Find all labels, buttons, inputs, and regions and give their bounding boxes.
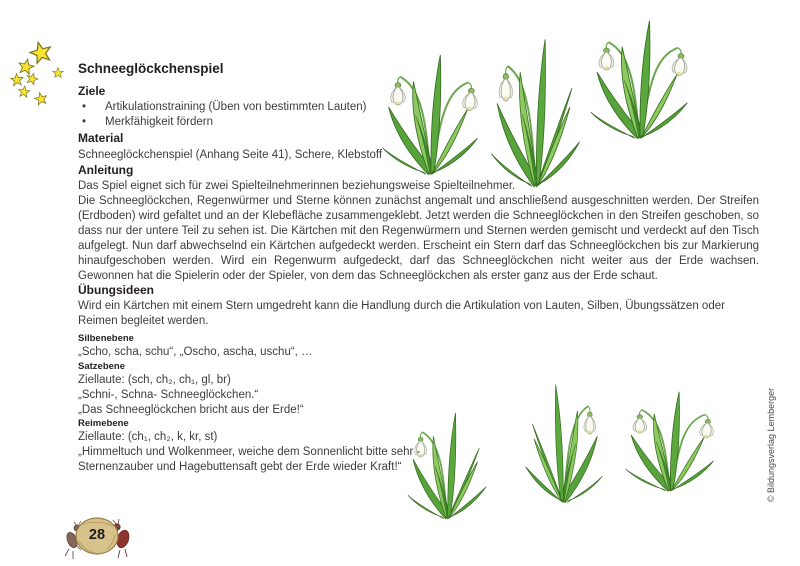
star-icon [34,91,49,105]
ziele-bullet-list [78,100,759,130]
list-item [78,100,759,115]
subheading-silbenebene: Silbenebene [78,333,134,344]
satzebene-line: „Das Schneeglöckchen bricht aus der Erde!“ [78,404,304,416]
star-icon [25,72,39,86]
section-heading-ziele: Ziele [78,84,106,98]
star-cluster [5,40,71,110]
anleitung-intro: Das Spiel eignet sich für zwei Spielteilnehmerinnen beziehungsweise Spielteilnehmer. [78,180,516,192]
bullet-dot: • [82,101,87,113]
star-icon [17,58,35,75]
star-icon [53,68,63,78]
bullet-text: Artikulationstraining (Üben von bestimmten Lauten) [105,101,367,113]
silbenebene-line: „Scho, scha, schu“, „Oscho, ascha, uschu“, … [78,346,313,358]
section-heading-material: Material [78,131,124,145]
page-number: 28 [88,527,106,543]
subheading-satzebene: Satzebene [78,361,125,372]
star-icon [10,73,23,86]
uebungsideen-text: Wird ein Kärtchen mit einem Stern umgedreht kann die Handlung durch die Artikulation von Lauten, Silben, Übungssätzen oder Reimen begleitet werden. [78,300,725,327]
star-icon [18,85,31,97]
reimebene-line: „Himmeltuch und Wolkenmeer, weiche dem Sonnenlicht bitte sehr - [78,446,421,458]
page-title: Schneeglöckchenspiel [78,61,224,76]
bullet-dot: • [82,116,87,128]
satzebene-line: „Schni-, Schna- Schneeglöckchen.“ [78,389,259,401]
list-item [78,115,759,130]
copyright-text: © Bildungsverlag Lemberger [766,387,776,503]
reimebene-line: Sternenzauber und Hagebuttensaft gebt der Erde wieder Kraft!“ [78,461,402,473]
material-text: Schneeglöckchenspiel (Anhang Seite 41), Schere, Klebstoff [78,149,383,161]
star-icon [28,40,53,64]
satzebene-line: Ziellaute: (sch, ch₂, ch₁, gl, br) [78,374,231,386]
anleitung-body: Die Schneeglöckchen, Regenwürmer und Sterne können zunächst angemalt und anschließend ausgeschnitten werden. Der Streifen (Erdboden) wird gefaltet und an der Klebefläche zusammengeklebt. Jetzt werden die Schneeglöckchen in den Streifen geschoben, so dass nur der untere Teil zu sehen ist. Die Kärtchen mit den Regenwürmern und Sternen werden gemischt und verdeckt auf den Tisch aufgelegt. Nun darf abwechselnd ein Kärtchen aufgedeckt werden. Erscheint ein Stern darf das Schneeglöckchen bis zur Markierung hinaufgeschoben werden. Wird ein Regenwurm aufgedeckt, darf das Schneeglöckchen nicht weiter aus der Erde wachsen. Gewonnen hat die Spielerin oder der Spieler, von dem das Schneeglöckchen als erster ganz aus der Erde schaut. [78,195,759,282]
subheading-reimebene: Reimebene [78,418,129,429]
section-heading-uebungsideen: Übungsideen [78,283,155,297]
bullet-text: Merkfähigkeit fördern [105,116,214,128]
section-heading-anleitung: Anleitung [78,163,134,177]
reimebene-line: Ziellaute: (ch₁, ch₂, k, kr, st) [78,431,218,443]
